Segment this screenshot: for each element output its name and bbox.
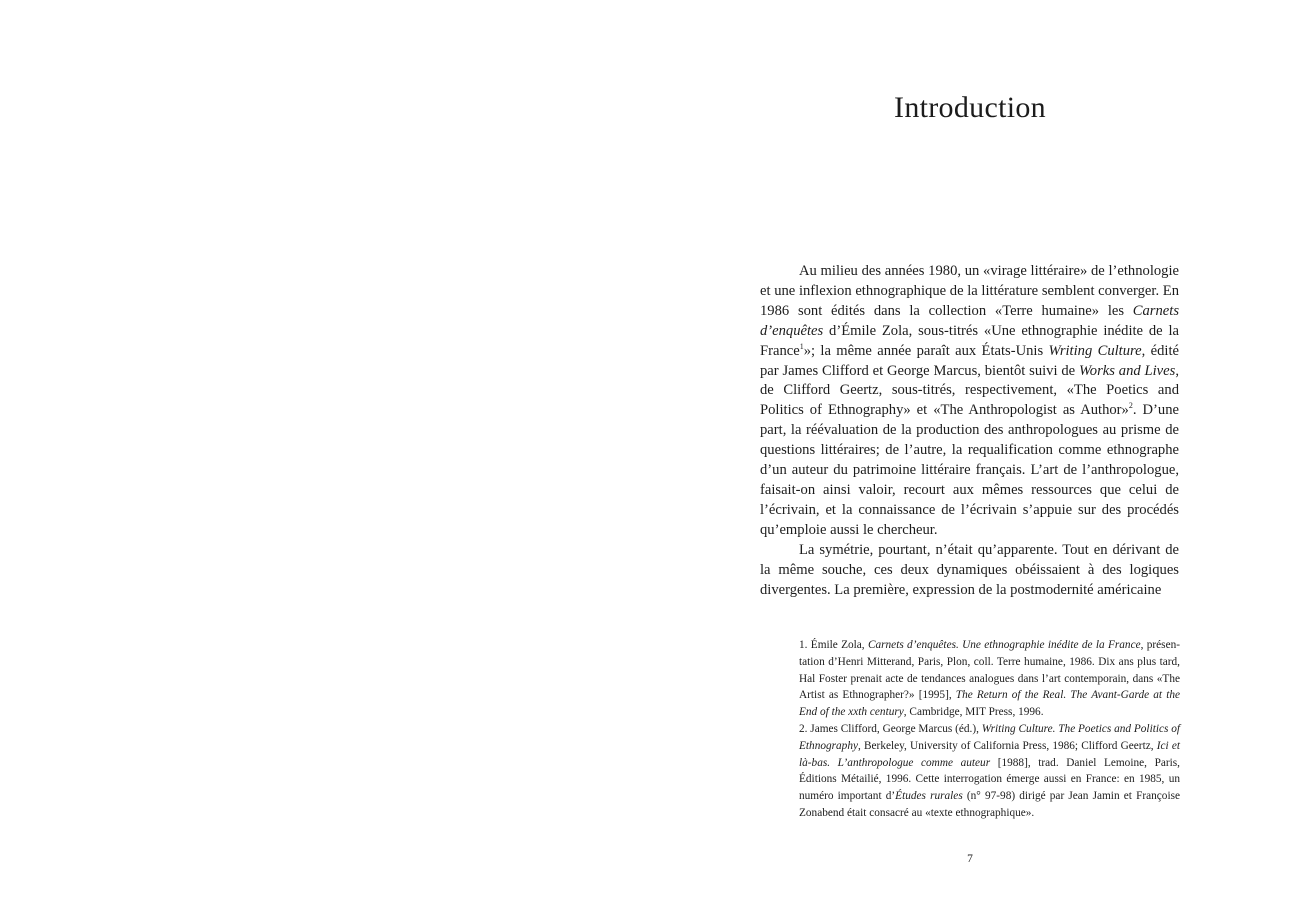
text-segment: , Cambridge, MIT Press, 1996. bbox=[903, 706, 1044, 719]
italic-title-text: The Return of the Real. The Avant-Garde at the End of the xxth century bbox=[799, 689, 1180, 719]
text-segment: (n° 97-98) dirigé par Jean Jamin et Françoise Zonabend était consacré au «texte ethnographique». bbox=[799, 790, 1180, 819]
text-segment: , Berkeley, University of California Press, 1986; Clifford Geertz, bbox=[858, 739, 1157, 752]
footnotes bbox=[799, 637, 1180, 822]
left-page-blank bbox=[0, 0, 646, 913]
italic-title-text: Works and Lives bbox=[1078, 362, 1176, 379]
footnote-reference: 2 bbox=[1128, 401, 1133, 411]
footnote bbox=[799, 721, 1180, 822]
footnote bbox=[799, 637, 1180, 721]
text-segment: »; la même année paraît aux États-Unis bbox=[803, 342, 1049, 359]
body-text bbox=[760, 262, 1179, 600]
text-segment: La symétrie, pourtant, n’était qu’apparente. Tout en dérivant de la même souche, ces deux dynamiques obéissaient à des logiques divergentes. La première, expression de la postmodernité américaine bbox=[760, 541, 1179, 598]
text-segment: [1988], trad. Daniel Lemoine, Paris, Éditions Métailié, 1996. Cette interrogation émerge aussi en France: en 1985, un numéro important d’ bbox=[799, 756, 1180, 803]
text-segment: , présentation d’Henri Mitterand, Paris, Plon, coll. Terre humaine, 1986. Dix ans plus tard, Hal Foster prenait acte de tendances analogues dans l’art contemporain, dans «The Artist as Ethnographer?» [1995], bbox=[799, 639, 1181, 702]
chapter-title: Introduction bbox=[894, 91, 1046, 124]
text-segment: 1. Émile Zola, bbox=[799, 639, 868, 651]
italic-title-text: Études rurales bbox=[895, 790, 963, 803]
italic-title-text: Carnets d’enquêtes bbox=[760, 302, 1179, 339]
italic-title-text: Writing Culture bbox=[1048, 342, 1142, 359]
text-segment: , de Clifford Geertz, sous-titrés, respectivement, «The Poetics and Politics of Ethnography» et «The Anthropologist as Author» bbox=[760, 362, 1179, 419]
italic-title-text: Ici et là-bas. L’anthropologue comme auteur bbox=[799, 739, 1180, 769]
text-segment: d’Émile Zola, sous-titrés «Une ethnographie inédite de la France bbox=[760, 322, 1179, 359]
text-segment: . D’une part, la réévaluation de la production des anthropologues au prisme de questions littéraires; de l’autre, la requalification comme ethnographe d’un auteur du patrimoine littéraire français. L’art de l’anthropologue, faisait-on ainsi valoir, recourt aux mêmes ressources que celui de l’écrivain, et la connaissance de l’écrivain s’appuie sur des procédés qu’emploie aussi le chercheur. bbox=[760, 402, 1179, 538]
text-segment: 2. James Clifford, George Marcus (éd.), bbox=[799, 722, 982, 735]
page-number: 7 bbox=[967, 853, 973, 865]
text-segment: , édité par James Clifford et George Marcus, bientôt suivi de bbox=[760, 342, 1179, 379]
text-segment: Au milieu des années 1980, un «virage littéraire» de l’ethnologie et une inflexion ethnographique de la littérature semblent converger. En 1986 sont édités dans la collection «Terre humaine» les bbox=[760, 263, 1179, 319]
body-paragraph bbox=[760, 541, 1179, 601]
footnote-reference: 1 bbox=[799, 341, 804, 351]
italic-title-text: Writing Culture. The Poetics and Politics of Ethnography bbox=[799, 722, 1181, 752]
italic-title-text: Carnets d’enquêtes. Une ethnographie inédite de la France bbox=[867, 639, 1141, 651]
body-paragraph bbox=[760, 262, 1179, 541]
